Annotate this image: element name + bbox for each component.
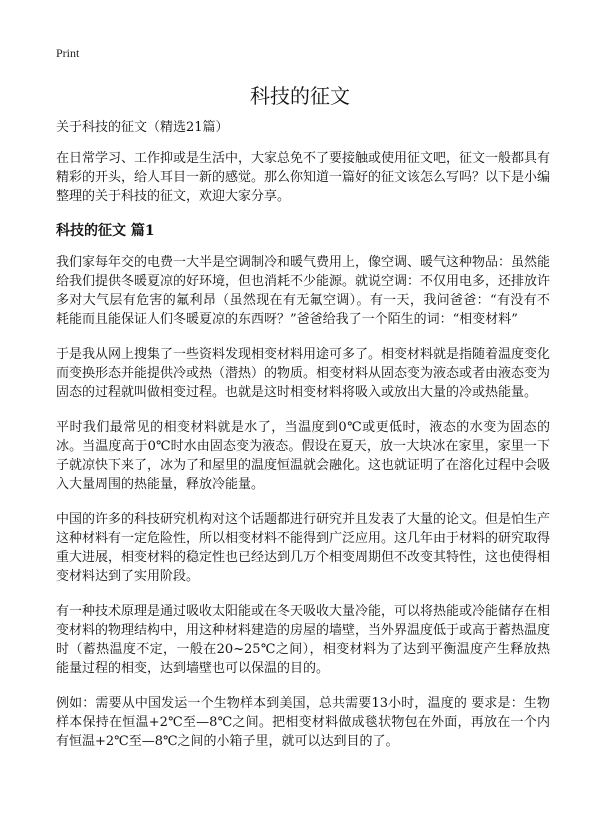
article-body bbox=[56, 118, 550, 767]
paragraph-2: 于是我从网上搜集了一些资料发现相变材料用途可多了。相变材料就是指随着温度变化而变换形态并能提供冷或热（潜热）的物质。相变材料从固态变为液态或者由液态变为固态的过程就叫做相变过程。也就是这时相变材料将吸入或放出大量的冷或热能量。 bbox=[56, 347, 551, 400]
paragraph-3: 平时我们最常见的相变材料就是水了，当温度到0℃或更低时，液态的水变为固态的冰。当温度高于0℃时水由固态变为液态。假设在夏天，放一大块冰在家里，家里一下子就凉快下来了，冰为了和屋里的温度恒温就会融化。这也就证明了在溶化过程中会吸入大量周围的热能量，释放冷能量。 bbox=[56, 420, 551, 492]
section-heading: 科技的征文 篇1 bbox=[56, 223, 155, 239]
paragraph-5: 有一种技术原理是通过吸收太阳能或在冬天吸收大量冷能，可以将热能或冷能储存在相变材料的物理结构中，用这种材料建造的房屋的墙壁，当外界温度低于或高于蓄热温度时（蓄热温度不定，一般在20~25℃之间），相变材料为了达到平衡温度产生释放热能量过程的相变，达到墙壁也可以保温的目的。 bbox=[56, 604, 551, 676]
intro-paragraph: 在日常学习、工作抑或是生活中，大家总免不了要接触或使用征文吧，征文一般都具有精彩的开头，给人耳目一新的感觉。那么你知道一篇好的征文该怎么写吗？以下是小编整理的关于科技的征文，欢迎大家分享。 bbox=[56, 151, 551, 204]
article-subtitle: 关于科技的征文（精选21篇） bbox=[56, 120, 229, 135]
page-title: 科技的征文 bbox=[250, 84, 350, 108]
paragraph-6: 例如：需要从中国发运一个生物样本到美国，总共需要13小时，温度的 要求是：生物样本保持在恒温+2℃至—8℃之间。把相变材料做成毯状物包在外面，再放在一个内有恒温+2℃至—8℃之间的小箱子里，就可以达到目的了。 bbox=[56, 696, 550, 749]
paragraph-4: 中国的许多的科技研究机构对这个话题都进行研究并且发表了大量的论文。但是怕生产这种材料有一定危险性，所以相变材料不能得到广泛应用。这几年由于材料的研究取得重大进展，相变材料的稳定性也已经达到几万个相变周期但不改变其特性，这也使得相变材料达到了实用阶段。 bbox=[56, 512, 551, 584]
print-link[interactable]: Print bbox=[56, 46, 80, 60]
paragraph-1: 我们家每年交的电费一大半是空调制冷和暖气费用上，像空调、暖气这种物品：虽然能给我们提供冬暖夏凉的好环境，但也消耗不少能源。就说空调：不仅用电多，还排放许多对大气层有危害的氟利昂（虽然现在有无氟空调）。有一天，我问爸爸：“有没有不耗能而且能保证人们冬暖夏凉的东西呀？”爸爸给我了一个陌生的词：“相变材料” bbox=[56, 255, 551, 327]
